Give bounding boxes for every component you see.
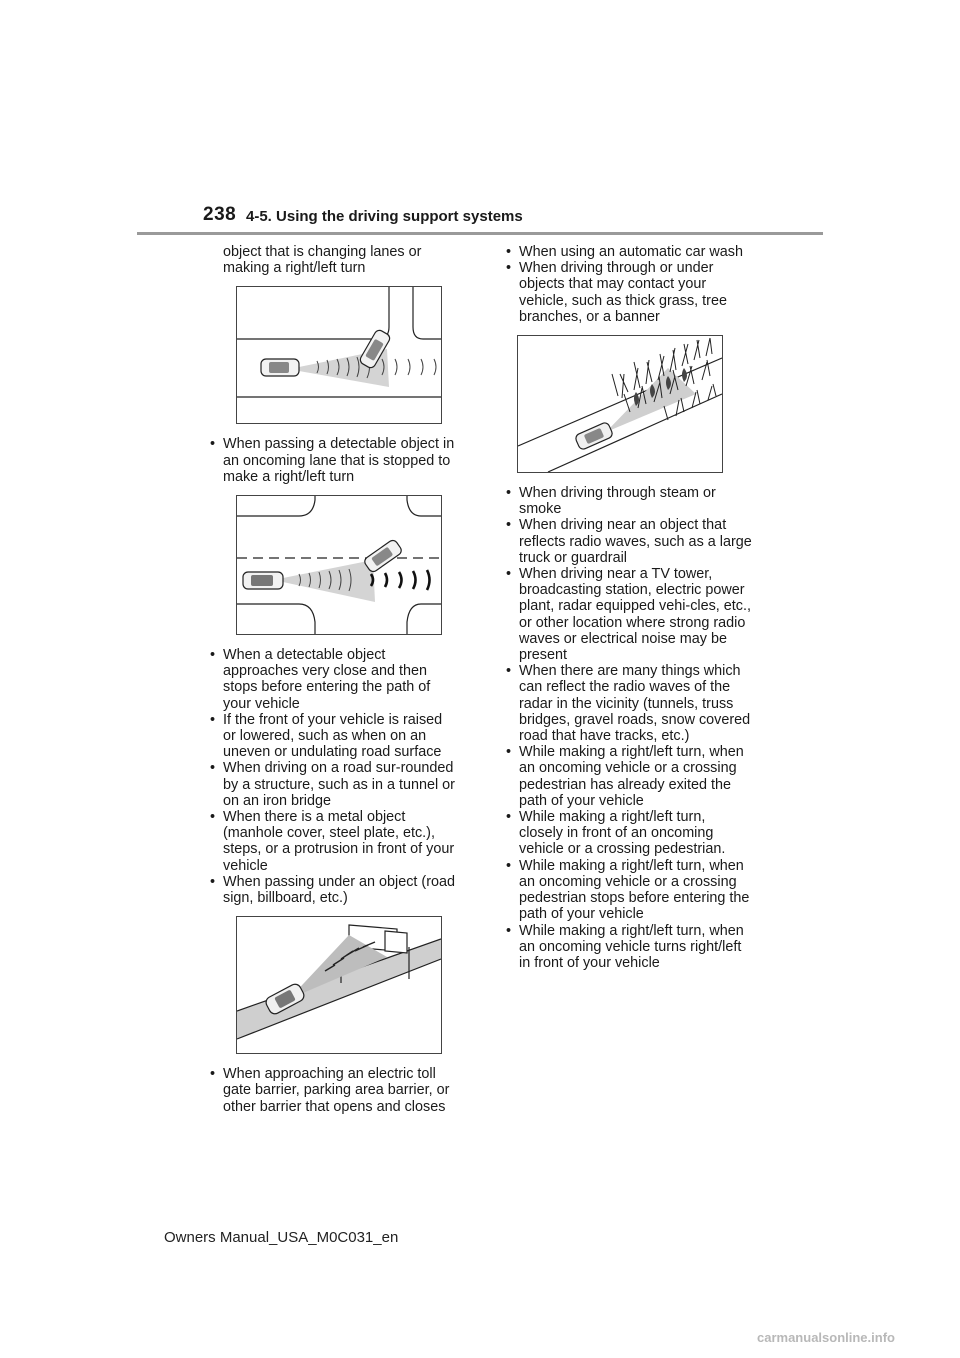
bullet-text: While making a right/left turn, when an oncoming vehicle or a crossing pedestrian stops before entering the path of your vehicle <box>519 857 750 923</box>
bullet-text: If the front of your vehicle is raised or lowered, such as when on an uneven or undulating road surface <box>223 711 443 761</box>
bullet-list-4 <box>503 244 753 325</box>
bullet-mark: • <box>506 744 512 761</box>
bullet-text: When a detectable object approaches very close and then stops before entering the path of your vehicle <box>223 647 431 712</box>
section-title: 4-5. Using the driving support systems <box>246 208 523 225</box>
list-item <box>207 436 457 485</box>
page-number: 238 <box>203 204 237 225</box>
bullet-mark: • <box>506 663 512 680</box>
bullet-text: When there is a metal object (manhole cover, steel plate, etc.), steps, or a protrusion in front of your vehicle <box>223 809 455 874</box>
bullet-text: When using an automatic car wash <box>519 244 743 260</box>
bullet-text: When there are many things which can reflect the radio waves of the radar in the vicinity (tunnels, truss bridges, gravel roads, snow covered road that have tracks, etc.) <box>519 663 751 745</box>
bullet-text: While making a right/left turn, closely in front of an oncoming vehicle or a crossing pedestrian. <box>519 809 726 858</box>
bullet-mark: • <box>210 809 216 826</box>
list-item <box>503 923 753 972</box>
bullet-mark: • <box>506 809 512 826</box>
bullet-mark: • <box>506 485 512 502</box>
bullet-text: When driving on a road sur-rounded by a structure, such as in a tunnel or on an iron bridge <box>223 760 455 809</box>
list-item <box>207 712 457 761</box>
bullet-text: When driving through steam or smoke <box>519 485 716 518</box>
bullet-mark: • <box>210 873 216 890</box>
list-item <box>503 244 753 260</box>
list-item <box>207 647 457 712</box>
bullet-text: When passing under an object (road sign, billboard, etc.) <box>223 873 455 907</box>
bullet-mark: • <box>506 566 512 583</box>
bullet-mark: • <box>506 857 512 874</box>
figure-thick-grass-illustration <box>517 335 723 473</box>
figure-oncoming-stopped-illustration <box>236 495 442 635</box>
list-item <box>503 517 753 566</box>
right-column <box>503 244 753 971</box>
watermark-text: carmanualsonline.info <box>757 1330 895 1345</box>
bullet-text: When driving through or under objects that may contact your vehicle, such as thick grass, tree branches, or a banner <box>519 260 727 325</box>
list-item <box>503 260 753 325</box>
thick-grass-drawing <box>518 336 722 472</box>
bullet-mark: • <box>506 260 512 277</box>
overhead-sign-drawing <box>237 917 441 1053</box>
bullet-text: When approaching an electric toll gate barrier, parking area barrier, or other barrier that opens and closes <box>223 1066 450 1115</box>
left-column <box>207 244 457 1115</box>
bullet-list-3 <box>207 1066 457 1115</box>
bullet-mark: • <box>210 1066 216 1083</box>
oncoming-stopped-drawing <box>237 496 441 634</box>
bullet-text: While making a right/left turn, when an oncoming vehicle turns right/left in front of your vehicle <box>519 922 744 971</box>
bullet-text: When passing a detectable object in an oncoming lane that is stopped to make a right/left turn <box>223 436 455 485</box>
bullet-mark: • <box>210 711 216 728</box>
list-item <box>207 874 457 906</box>
list-item <box>503 744 753 809</box>
list-item <box>503 858 753 923</box>
list-item <box>503 663 753 744</box>
bullet-list-1 <box>207 436 457 485</box>
figure-lane-change-illustration <box>236 286 442 424</box>
bullet-mark: • <box>210 436 216 453</box>
manual-code: Owners Manual_USA_M0C031_en <box>164 1229 399 1246</box>
bullet-text: When driving near an object that reflects radio waves, such as a large truck or guardrail <box>519 517 752 566</box>
header-divider <box>137 232 823 235</box>
list-item <box>207 809 457 874</box>
list-item <box>207 760 457 809</box>
bullet-mark: • <box>506 517 512 534</box>
lane-change-drawing <box>237 287 441 423</box>
list-item <box>207 1066 457 1115</box>
bullet-text: When driving near a TV tower, broadcasting station, electric power plant, radar equipped vehi-cles, etc., or other location where strong radio waves or electrical noise may be present <box>519 566 751 664</box>
bullet-mark: • <box>506 244 512 260</box>
bullet-mark: • <box>210 647 216 664</box>
bullet-mark: • <box>210 760 216 777</box>
list-item <box>503 809 753 858</box>
bullet-text: While making a right/left turn, when an oncoming vehicle or a crossing pedestrian has already exited the path of your vehicle <box>519 744 744 809</box>
list-item <box>503 566 753 663</box>
figure-overhead-sign-illustration <box>236 916 442 1054</box>
list-item <box>503 485 753 517</box>
bullet-list-5 <box>503 485 753 971</box>
continued-text: object that is changing lanes or making a right/left turn <box>223 244 422 277</box>
bullet-mark: • <box>506 922 512 939</box>
bullet-list-2 <box>207 647 457 906</box>
